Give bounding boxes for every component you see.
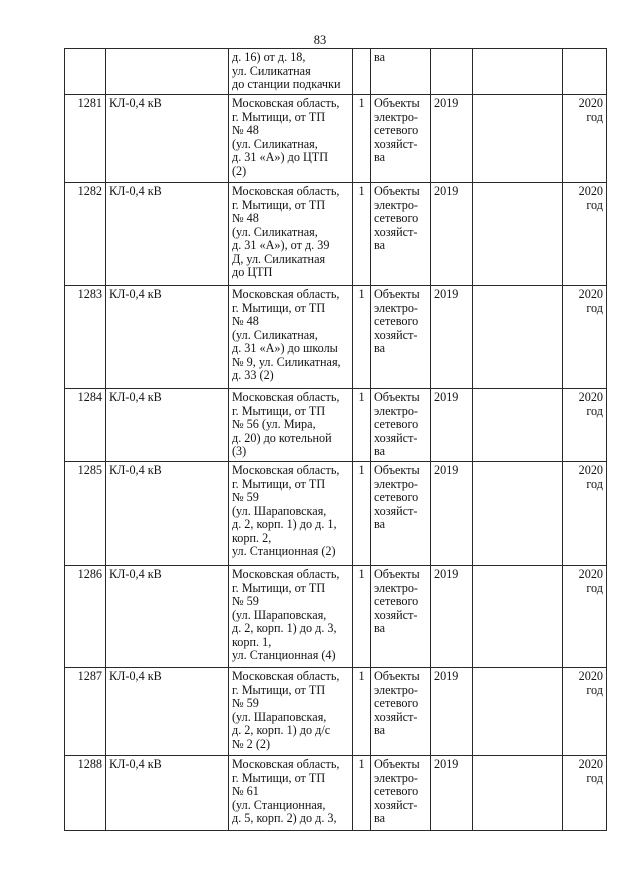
cell-term: 2020 год xyxy=(563,462,607,566)
table-row xyxy=(65,668,607,756)
cell-address: Московская область, г. Мытищи, от ТП № 48 (ул. Силикатная, д. 31 «А») до ЦТП (2) xyxy=(229,95,353,183)
table-row xyxy=(65,95,607,183)
cell-year: 2019 xyxy=(431,389,473,462)
cell-blank xyxy=(473,462,563,566)
cell-blank xyxy=(473,389,563,462)
cell-object-type: КЛ-0,4 кВ xyxy=(106,756,229,831)
cell-number: 1285 xyxy=(65,462,106,566)
cell-quantity: 1 xyxy=(353,183,371,286)
cell-term: 2020 год xyxy=(563,756,607,831)
cell-quantity: 1 xyxy=(353,462,371,566)
table-row xyxy=(65,389,607,462)
cell-object-type: КЛ-0,4 кВ xyxy=(106,462,229,566)
table-row xyxy=(65,566,607,668)
cell-purpose: Объекты электро- сетевого хозяйст- ва xyxy=(371,389,431,462)
cell-number: 1284 xyxy=(65,389,106,462)
cell-year: 2019 xyxy=(431,95,473,183)
cell-address: Московская область, г. Мытищи, от ТП № 48 (ул. Силикатная, д. 31 «А») до школы № 9, ул. Силикатная, д. 33 (2) xyxy=(229,286,353,389)
cell-purpose: Объекты электро- сетевого хозяйст- ва xyxy=(371,286,431,389)
page-number: 83 xyxy=(313,33,327,47)
cell-year: 2019 xyxy=(431,183,473,286)
cell-address: д. 16) от д. 18, ул. Силикатная до станции подкачки xyxy=(229,49,353,95)
register-table xyxy=(64,48,607,831)
cell-purpose: Объекты электро- сетевого хозяйст- ва xyxy=(371,756,431,831)
cell-year: 2019 xyxy=(431,756,473,831)
cell-quantity: 1 xyxy=(353,566,371,668)
cell-quantity: 1 xyxy=(353,756,371,831)
cell-object-type: КЛ-0,4 кВ xyxy=(106,389,229,462)
cell-term: 2020 год xyxy=(563,389,607,462)
table-row xyxy=(65,49,607,95)
cell-blank xyxy=(473,566,563,668)
cell-number: 1283 xyxy=(65,286,106,389)
cell-term: 2020 год xyxy=(563,286,607,389)
cell-quantity: 1 xyxy=(353,286,371,389)
cell-address: Московская область, г. Мытищи, от ТП № 56 (ул. Мира, д. 20) до котельной (3) xyxy=(229,389,353,462)
cell-address: Московская область, г. Мытищи, от ТП № 59 (ул. Шараповская, д. 2, корп. 1) до д/с № 2 (2) xyxy=(229,668,353,756)
cell-number: 1281 xyxy=(65,95,106,183)
table-row xyxy=(65,756,607,831)
cell-year: 2019 xyxy=(431,462,473,566)
cell-purpose: Объекты электро- сетевого хозяйст- ва xyxy=(371,462,431,566)
table-row xyxy=(65,183,607,286)
cell-object-type: КЛ-0,4 кВ xyxy=(106,668,229,756)
cell-number: 1282 xyxy=(65,183,106,286)
cell-blank xyxy=(473,95,563,183)
table-body xyxy=(65,49,607,831)
cell-blank xyxy=(473,183,563,286)
cell-object-type: КЛ-0,4 кВ xyxy=(106,95,229,183)
cell-address: Московская область, г. Мытищи, от ТП № 59 (ул. Шараповская, д. 2, корп. 1) до д. 1, корп. 2, ул. Станционная (2) xyxy=(229,462,353,566)
cell-object-type: КЛ-0,4 кВ xyxy=(106,286,229,389)
cell-number xyxy=(65,49,106,95)
cell-address: Московская область, г. Мытищи, от ТП № 59 (ул. Шараповская, д. 2, корп. 1) до д. 3, корп. 1, ул. Станционная (4) xyxy=(229,566,353,668)
cell-purpose: Объекты электро- сетевого хозяйст- ва xyxy=(371,566,431,668)
cell-year: 2019 xyxy=(431,566,473,668)
cell-term: 2020 год xyxy=(563,668,607,756)
cell-purpose: Объекты электро- сетевого хозяйст- ва xyxy=(371,668,431,756)
cell-blank xyxy=(473,668,563,756)
cell-quantity: 1 xyxy=(353,668,371,756)
cell-term xyxy=(563,49,607,95)
cell-number: 1288 xyxy=(65,756,106,831)
cell-object-type xyxy=(106,49,229,95)
cell-term: 2020 год xyxy=(563,95,607,183)
cell-year xyxy=(431,49,473,95)
table-row xyxy=(65,286,607,389)
cell-quantity: 1 xyxy=(353,95,371,183)
cell-term: 2020 год xyxy=(563,183,607,286)
cell-number: 1286 xyxy=(65,566,106,668)
cell-blank xyxy=(473,49,563,95)
cell-address: Московская область, г. Мытищи, от ТП № 61 (ул. Станционная, д. 5, корп. 2) до д. 3, xyxy=(229,756,353,831)
cell-purpose: ва xyxy=(371,49,431,95)
cell-number: 1287 xyxy=(65,668,106,756)
cell-object-type: КЛ-0,4 кВ xyxy=(106,566,229,668)
cell-term: 2020 год xyxy=(563,566,607,668)
table-row xyxy=(65,462,607,566)
cell-blank xyxy=(473,756,563,831)
cell-year: 2019 xyxy=(431,286,473,389)
cell-address: Московская область, г. Мытищи, от ТП № 48 (ул. Силикатная, д. 31 «А»), от д. 39 Д, ул. Силикатная до ЦТП xyxy=(229,183,353,286)
cell-year: 2019 xyxy=(431,668,473,756)
cell-purpose: Объекты электро- сетевого хозяйст- ва xyxy=(371,183,431,286)
cell-quantity: 1 xyxy=(353,389,371,462)
cell-quantity xyxy=(353,49,371,95)
cell-blank xyxy=(473,286,563,389)
cell-purpose: Объекты электро- сетевого хозяйст- ва xyxy=(371,95,431,183)
cell-object-type: КЛ-0,4 кВ xyxy=(106,183,229,286)
